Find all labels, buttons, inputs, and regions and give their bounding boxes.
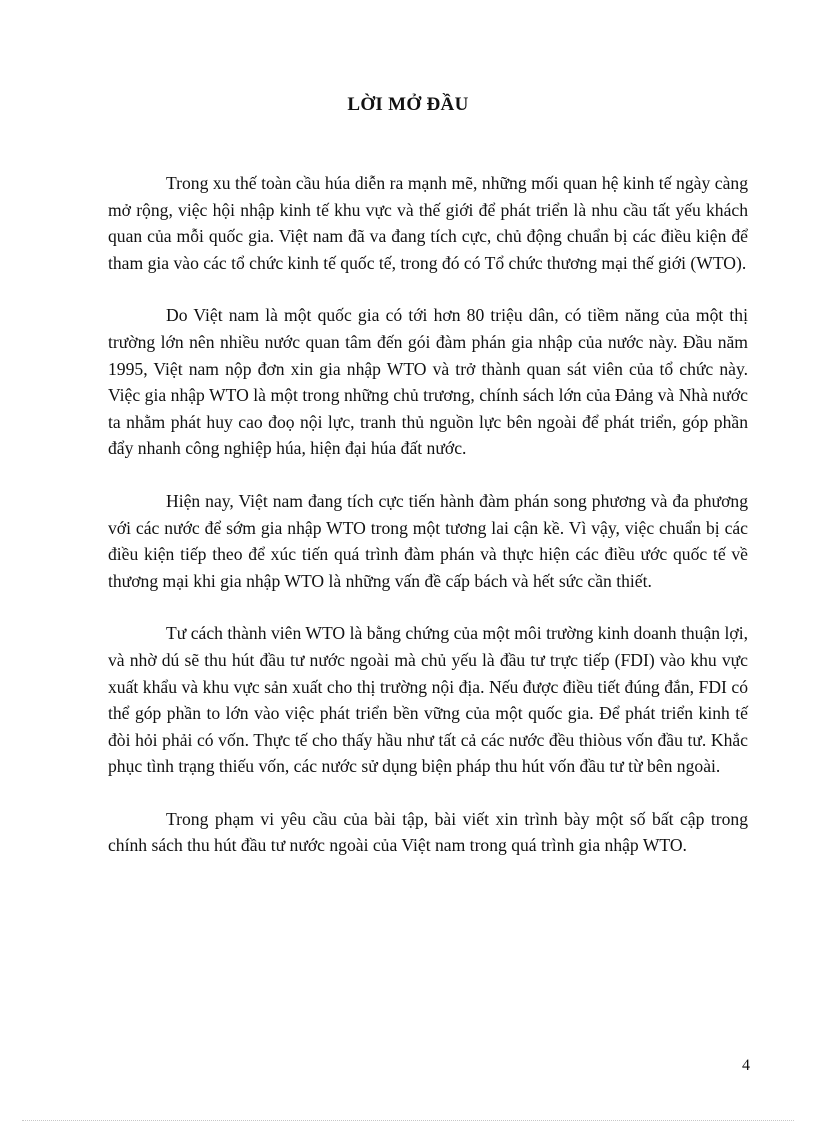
paragraph-3: Hiện nay, Việt nam đang tích cực tiến hành đàm phán song phương và đa phương với các nước để sớm gia nhập WTO trong một tương lai cận kề. Vì vậy, việc chuẩn bị các điều kiện tiếp theo để xúc tiến quá trình đàm phán và thực hiện các điều ước quốc tế về thương mại khi gia nhập WTO là những vấn đề cấp bách và hết sức cần thiết. — [108, 490, 748, 591]
paragraph-5: Trong phạm vi yêu cầu của bài tập, bài viết xin trình bày một số bất cập trong chính sách thu hút đầu tư nước ngoài của Việt nam trong quá trình gia nhập WTO. — [108, 808, 748, 856]
page-bottom-divider — [22, 1120, 794, 1121]
page-number: 4 — [742, 1057, 750, 1074]
paragraph-2: Do Việt nam là một quốc gia có tới hơn 80 triệu dân, có tiềm năng của một thị trường lớn nên nhiều nước quan tâm đến gói đàm phán gia nhập của nước này. Đầu năm 1995, Việt nam nộp đơn xin gia nhập WTO và trở thành quan sát viên của tổ chức này. Việc gia nhập WTO là một trong những chủ trương, chính sách lớn của Đảng và Nhà nước ta nhằm phát huy cao đoọ nội lực, tranh thủ nguồn lực bên ngoài để phát triển, góp phần đẩy nhanh công nghiệp húa, hiện đại húa đất nước. — [108, 305, 748, 459]
paragraph-1: Trong xu thế toàn cầu húa diễn ra mạnh mẽ, những mối quan hệ kinh tế ngày càng mở rộng, việc hội nhập kinh tế khu vực và thế giới để phát triển là nhu cầu tất yếu khách quan của mỗi quốc gia. Việt nam đã va đang tích cực, chủ động chuẩn bị các điều kiện để tham gia vào các tổ chức kinh tế quốc tế, trong đó có Tổ chức thương mại thế giới (WTO). — [108, 173, 748, 273]
paragraph-4: Tư cách thành viên WTO là bằng chứng của một môi trường kinh doanh thuận lợi, và nhờ dú sẽ thu hút đầu tư nước ngoài mà chủ yếu là đầu tư trực tiếp (FDI) vào khu vực xuất khẩu và khu vực sản xuất cho thị trường nội địa. Nếu được điều tiết đúng đắn, FDI có thể góp phần to lớn vào việc phát triển bền vững của một quốc gia. Để phát triển kinh tế đòi hỏi phải có vốn. Thực tế cho thấy hầu như tất cả các nước đều thiòus vốn đầu tư. Khắc phục tình trạng thiếu vốn, các nước sử dụng biện pháp thu hút vốn đầu tư từ bên ngoài. — [108, 623, 748, 777]
page-title: LỜI MỞ ĐẦU — [347, 94, 469, 115]
body-text — [108, 170, 748, 885]
